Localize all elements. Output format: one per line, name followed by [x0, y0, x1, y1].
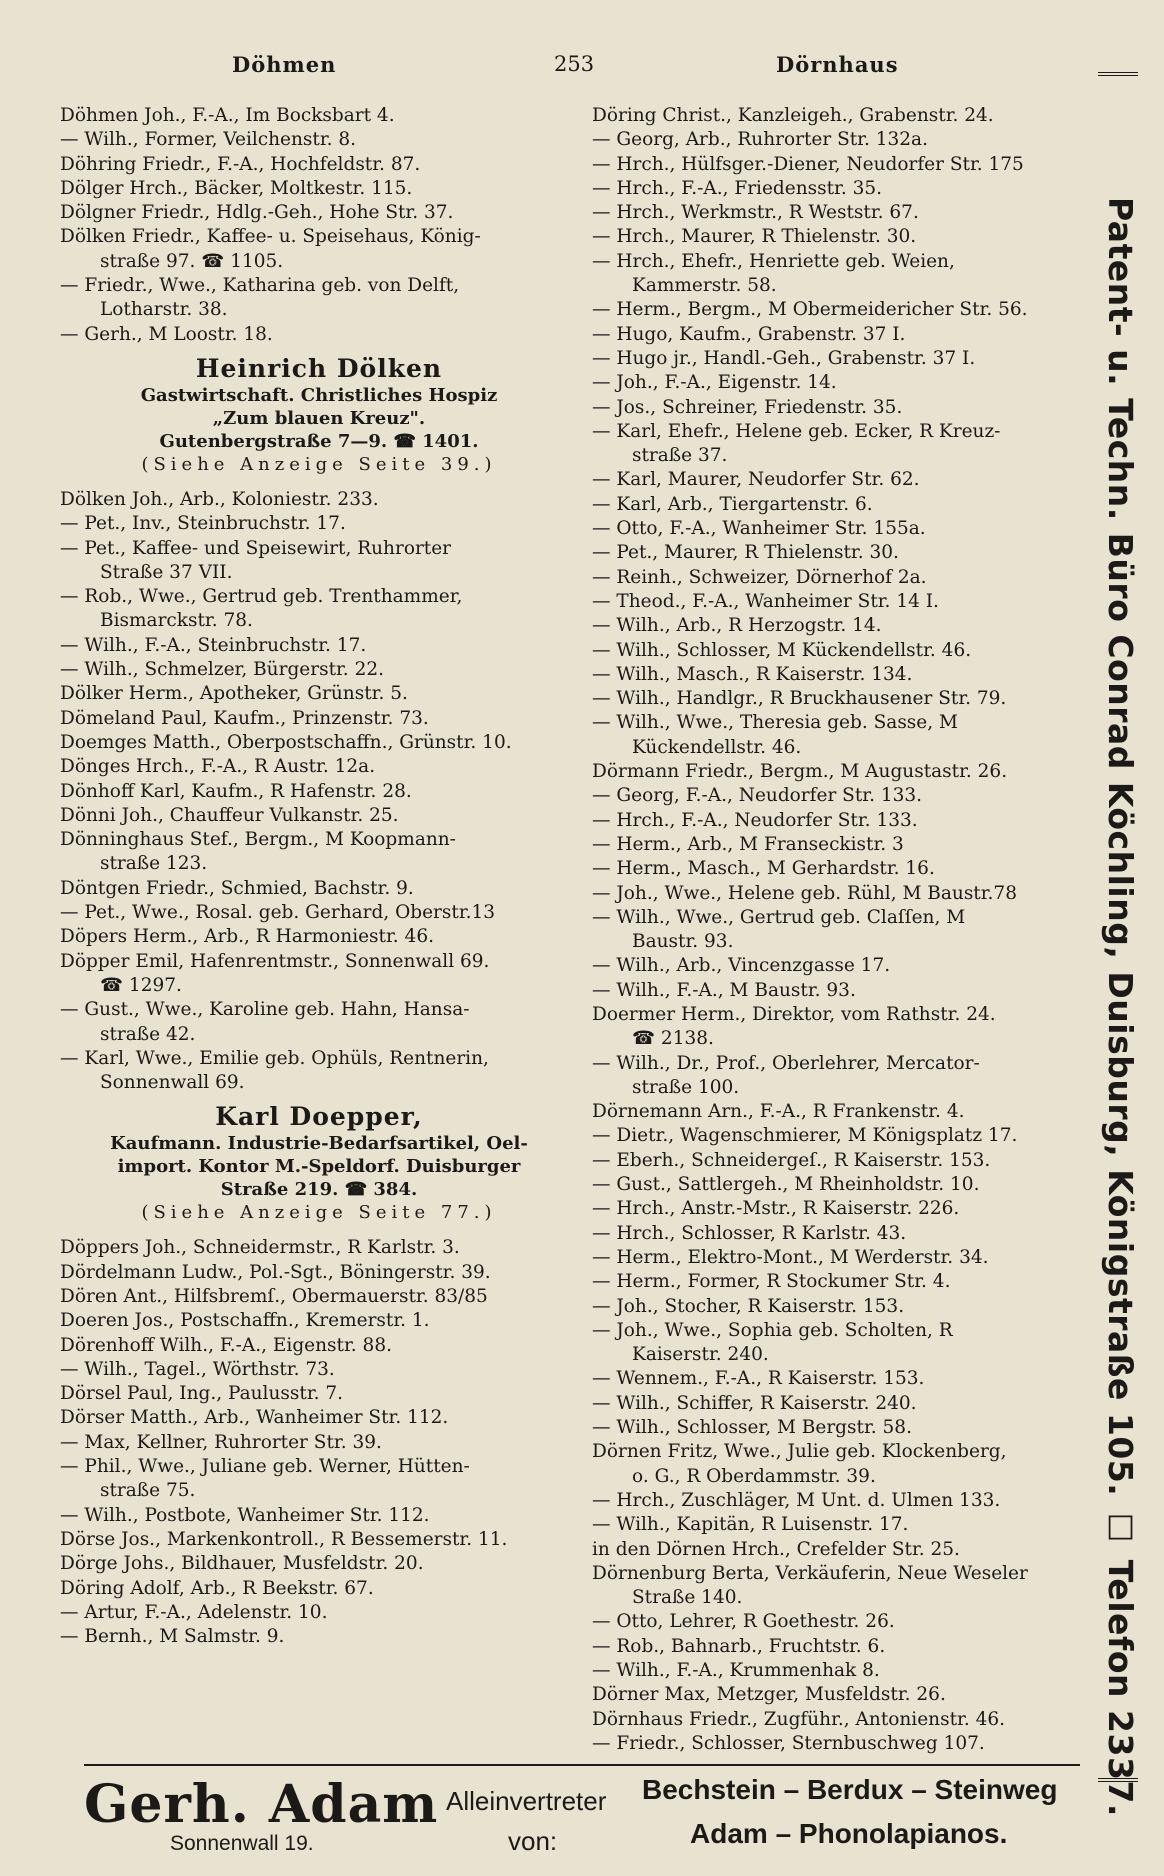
directory-entry: ☎ 2138. [632, 1028, 714, 1050]
directory-entry: — Wilh., Masch., R Kaiserstr. 134. [592, 663, 913, 685]
directory-entry: Lotharstr. 38. [100, 299, 228, 321]
advert-doelken-line1: Gastwirtschaft. Christliches Hospiz [140, 384, 498, 406]
directory-entry: — Pet., Wwe., Rosal. geb. Gerhard, Oberstr.13 [60, 902, 496, 924]
directory-entry: — Jos., Schreiner, Friedenstr. 35. [592, 396, 903, 418]
directory-entry: Straße 37 VII. [100, 561, 233, 583]
directory-entry: Straße 140. [632, 1587, 743, 1609]
directory-entry: — Pet., Maurer, R Thielenstr. 30. [592, 542, 899, 564]
directory-entry: — Artur, F.-A., Adelenstr. 10. [60, 1601, 328, 1623]
directory-entry: — Pet., Inv., Steinbruchstr. 17. [60, 513, 346, 535]
directory-entry: — Hrch., F.-A., Friedensstr. 35. [592, 177, 883, 199]
directory-entry: — Wennem., F.-A., R Kaiserstr. 153. [592, 1368, 925, 1390]
directory-entry: — Reinh., Schweizer, Dörnerhof 2a. [592, 566, 927, 588]
side-banner-bottom-rule [1098, 1778, 1138, 1782]
directory-entry: — Herm., Arb., M Franseckistr. 3 [592, 833, 904, 855]
directory-entry: Doeren Jos., Postschaffn., Kremerstr. 1. [60, 1310, 430, 1332]
directory-entry: Dölker Herm., Apotheker, Grünstr. 5. [60, 683, 408, 705]
directory-entry: straße 100. [632, 1076, 740, 1098]
footer-piano-brands: Bechstein – Berdux – Steinweg [642, 1774, 1058, 1805]
directory-entry: — Hugo jr., Handl.-Geh., Grabenstr. 37 I. [592, 347, 976, 369]
directory-entry: straße 97. ☎ 1105. [100, 250, 284, 272]
directory-entry: — Joh., Stocher, R Kaiserstr. 153. [592, 1295, 905, 1317]
directory-entry: — Georg, F.-A., Neudorfer Str. 133. [592, 785, 923, 807]
left-entries-group-1 [60, 104, 578, 347]
directory-entry: Dörsel Paul, Ing., Paulusstr. 7. [60, 1383, 344, 1405]
footer-agent-label: Alleinvertreter [446, 1786, 607, 1816]
directory-entry: — Hrch., Ehefr., Henriette geb. Weien, [592, 250, 955, 272]
directory-entry: — Otto, F.-A., Wanheimer Str. 155a. [592, 518, 926, 540]
directory-entry: Sonnenwall 69. [100, 1072, 245, 1094]
directory-entry: — Wilh., Schlosser, M Bergstr. 58. [592, 1417, 912, 1439]
header-right-keyword: Dörnhaus [776, 52, 899, 77]
advert-doepper-line3: Straße 219. ☎ 384. [220, 1179, 418, 1201]
directory-entry: — Gust., Sattlergeh., M Rheinholdstr. 10. [592, 1174, 980, 1196]
directory-entry: Dördelmann Ludw., Pol.-Sgt., Böningerstr. 39. [60, 1261, 491, 1283]
directory-entry: Dömeland Paul, Kaufm., Prinzenstr. 73. [60, 707, 429, 729]
directory-entry: — Friedr., Wwe., Katharina geb. von Delft, [60, 275, 460, 297]
footer-address: Sonnenwall 19. [170, 1832, 314, 1855]
directory-entry: Dönninghaus Stef., Bergm., M Koopmann- [60, 829, 456, 851]
directory-entry: — Wilh., F.-A., Krummenhak 8. [592, 1660, 880, 1681]
directory-entry: — Hrch., Schlosser, R Karlstr. 43. [592, 1222, 907, 1244]
directory-entry: — Hrch., Zuschläger, M Unt. d. Ulmen 133. [592, 1489, 1001, 1511]
advert-doelken-line3: Gutenbergstraße 7—9. ☎ 1401. [159, 430, 479, 452]
directory-entry: straße 37. [632, 445, 728, 467]
directory-entry: — Hugo, Kaufm., Grabenstr. 37 I. [592, 323, 906, 345]
directory-entry: — Wilh., Schmelzer, Bürgerstr. 22. [60, 659, 384, 681]
directory-entry: — Hrch., Werkmstr., R Weststr. 67. [592, 202, 919, 224]
directory-entry: straße 123. [100, 853, 208, 875]
advert-doepper-reference: (Siehe Anzeige Seite 77.) [141, 1202, 497, 1224]
header-left-keyword: Döhmen [232, 52, 337, 77]
directory-entry: — Rob., Bahnarb., Fruchtstr. 6. [592, 1635, 886, 1657]
directory-entry: — Theod., F.-A., Wanheimer Str. 14 I. [592, 590, 939, 612]
directory-entry: — Wilh., F.-A., M Baustr. 93. [592, 979, 856, 1001]
directory-entry: straße 42. [100, 1023, 196, 1045]
right-column [592, 104, 1092, 1756]
directory-entry: Dörnemann Arn., F.-A., R Frankenstr. 4. [592, 1101, 965, 1123]
directory-entry: — Wilh., Kapitän, R Luisenstr. 17. [592, 1514, 909, 1536]
left-entries-group-3 [60, 1236, 578, 1649]
directory-entry: — Wilh., Arb., Vincenzgasse 17. [592, 955, 891, 977]
directory-entry: Dörse Jos., Markenkontroll., R Bessemerstr. 11. [60, 1528, 508, 1550]
directory-entry: — Bernh., M Salmstr. 9. [60, 1626, 285, 1648]
directory-entry: Döring Adolf, Arb., R Beekstr. 67. [60, 1577, 374, 1599]
directory-entry: straße 75. [100, 1480, 196, 1502]
footer-brand-name: Gerh. Adam [84, 1774, 439, 1835]
directory-entry: — Herm., Elektro-Mont., M Werderstr. 34. [592, 1246, 989, 1268]
directory-entry: Dönges Hrch., F.-A., R Austr. 12a. [60, 756, 376, 778]
directory-entry: Dörnen Fritz, Wwe., Julie geb. Klockenberg, [592, 1441, 1007, 1463]
page-number: 253 [554, 52, 595, 76]
directory-entry: — Wilh., Tagel., Wörthstr. 73. [60, 1358, 335, 1380]
directory-entry: — Rob., Wwe., Gertrud geb. Trenthammer, [60, 586, 463, 608]
directory-entry: o. G., R Oberdammstr. 39. [632, 1465, 876, 1487]
directory-entry: — Herm., Former, R Stockumer Str. 4. [592, 1271, 951, 1293]
directory-entry: Dörnhaus Friedr., Zugführ., Antonienstr. 46. [592, 1708, 1006, 1730]
directory-entry: — Wilh., Wwe., Theresia geb. Sasse, M [592, 712, 958, 734]
directory-entry: Döpers Herm., Arb., R Harmoniestr. 46. [60, 926, 434, 948]
directory-entry: — Pet., Kaffee- und Speisewirt, Ruhrorter [60, 537, 452, 559]
advert-doepper-line1: Kaufmann. Industrie-Bedarfsartikel, Oel- [110, 1133, 528, 1155]
footer-von-label: von: [508, 1826, 558, 1856]
directory-entry: Dölken Friedr., Kaffee- u. Speisehaus, König- [60, 226, 481, 248]
directory-entry: — Karl, Wwe., Emilie geb. Ophüls, Rentnerin, [60, 1047, 489, 1069]
directory-entry: Doermer Herm., Direktor, vom Rathstr. 24. [592, 1003, 996, 1025]
left-entries-group-2 [60, 488, 578, 1095]
directory-entry: — Wilh., Dr., Prof., Oberlehrer, Mercator- [592, 1052, 980, 1074]
directory-entry: Dörser Matth., Arb., Wanheimer Str. 112. [60, 1407, 449, 1429]
directory-entry: Dölgner Friedr., Hdlg.-Geh., Hohe Str. 37. [60, 202, 454, 224]
directory-entry: — Phil., Wwe., Juliane geb. Werner, Hütten- [60, 1456, 470, 1478]
directory-entry: — Wilh., F.-A., Steinbruchstr. 17. [60, 634, 367, 656]
directory-entry: — Max, Kellner, Ruhrorter Str. 39. [60, 1431, 382, 1453]
advert-doepper-line2: import. Kontor M.-Speldorf. Duisburger [117, 1156, 521, 1178]
left-column [60, 104, 578, 1649]
directory-entry: — Wilh., Former, Veilchenstr. 8. [60, 129, 357, 151]
directory-entry: — Friedr., Schlosser, Sternbuschweg 107. [592, 1732, 985, 1754]
directory-entry: — Herm., Bergm., M Obermeidericher Str. 56. [592, 299, 1028, 321]
directory-entry: Döring Christ., Kanzleigeh., Grabenstr. 24. [592, 105, 994, 126]
directory-entry: — Joh., F.-A., Eigenstr. 14. [592, 372, 837, 394]
directory-entry: — Hrch., Hülfsger.-Diener, Neudorfer Str. 175 [592, 153, 1024, 175]
directory-entry: — Hrch., Maurer, R Thielenstr. 30. [592, 226, 917, 248]
directory-entry: Bismarckstr. 78. [100, 610, 253, 632]
directory-entry: — Wilh., Schlosser, M Kückendellstr. 46. [592, 639, 972, 661]
directory-entry: Dönni Joh., Chauffeur Vulkanstr. 25. [60, 804, 399, 826]
directory-entry: — Georg, Arb., Ruhrorter Str. 132a. [592, 129, 928, 151]
directory-entry: Kammerstr. 58. [632, 275, 777, 297]
directory-entry: Dörenhoff Wilh., F.-A., Eigenstr. 88. [60, 1334, 392, 1356]
directory-entry: Dören Ant., Hilfsbremſ., Obermauerstr. 83/85 [60, 1285, 488, 1307]
directory-entry: — Joh., Wwe., Helene geb. Rühl, M Baustr.78 [592, 882, 1017, 904]
directory-entry: Döntgen Friedr., Schmied, Bachstr. 9. [60, 877, 414, 899]
advert-doelken [60, 353, 578, 476]
directory-entry: — Hrch., Anstr.-Mstr., R Kaiserstr. 226. [592, 1198, 960, 1220]
directory-entry: Doemges Matth., Oberpostschaffn., Grünstr. 10. [60, 731, 512, 753]
directory-entry: — Gust., Wwe., Karoline geb. Hahn, Hansa- [60, 999, 470, 1021]
advert-doelken-reference: (Siehe Anzeige Seite 39.) [141, 453, 497, 475]
directory-entry: Dönhoff Karl, Kaufm., R Hafenstr. 28. [60, 780, 412, 802]
directory-entry: Döhmen Joh., F.-A., Im Bocksbart 4. [60, 105, 395, 126]
directory-entry: ☎ 1297. [100, 974, 182, 996]
directory-entry: — Otto, Lehrer, R Goethestr. 26. [592, 1611, 895, 1633]
advert-doepper [60, 1102, 578, 1224]
directory-entry: Dörnenburg Berta, Verkäuferin, Neue Weseler [592, 1562, 1028, 1584]
advert-doepper-name: Karl Doepper, [215, 1102, 423, 1132]
directory-entry: Dörner Max, Metzger, Musfeldstr. 26. [592, 1684, 946, 1706]
directory-entry: — Joh., Wwe., Sophia geb. Scholten, R [592, 1319, 953, 1341]
directory-entry: Kückendellstr. 46. [632, 736, 802, 758]
directory-entry: Dörge Johs., Bildhauer, Musfeldstr. 20. [60, 1553, 424, 1575]
right-entries [592, 104, 1092, 1756]
directory-entry: Dölken Joh., Arb., Koloniestr. 233. [60, 488, 379, 510]
directory-entry: — Wilh., Arb., R Herzogstr. 14. [592, 615, 882, 637]
directory-entry: — Karl, Arb., Tiergartenstr. 6. [592, 493, 873, 515]
footer-product: Adam – Phonolapianos. [690, 1818, 1008, 1849]
footer-divider [84, 1764, 1080, 1766]
directory-entry: in den Dörnen Hrch., Crefelder Str. 25. [592, 1538, 960, 1560]
directory-entry: Baustr. 93. [632, 931, 734, 953]
directory-entry: — Dietr., Wagenschmierer, M Königsplatz 17. [592, 1125, 1018, 1147]
directory-entry: — Wilh., Postbote, Wanheimer Str. 112. [60, 1504, 430, 1526]
directory-entry: — Herm., Masch., M Gerhardstr. 16. [592, 858, 935, 880]
directory-entry: — Gerh., M Loostr. 18. [60, 323, 273, 345]
directory-entry: Döpper Emil, Hafenrentmstr., Sonnenwall 69. [60, 950, 490, 972]
side-banner-text: Patent- u. Techn. Büro Conrad Köchling, Duisburg, Königstraße 105. ☐ Telefon 2337. [1101, 197, 1140, 1817]
directory-entry: Döhring Friedr., F.-A., Hochfeldstr. 87. [60, 153, 421, 175]
directory-entry: Kaiserstr. 240. [632, 1344, 769, 1366]
directory-entry: Dörmann Friedr., Bergm., M Augustastr. 26. [592, 761, 1008, 783]
directory-entry: — Wilh., Schiffer, R Kaiserstr. 240. [592, 1392, 917, 1414]
directory-entry: — Karl, Ehefr., Helene geb. Ecker, R Kreuz- [592, 420, 1001, 442]
side-advert-banner [1092, 72, 1144, 1817]
directory-entry: — Hrch., F.-A., Neudorfer Str. 133. [592, 809, 918, 831]
directory-entry: — Wilh., Wwe., Gertrud geb. Claſſen, M [592, 906, 966, 928]
directory-entry: Dölger Hrch., Bäcker, Moltkestr. 115. [60, 177, 413, 199]
advert-doelken-line2: „Zum blauen Kreuz". [212, 407, 426, 429]
directory-entry: — Eberh., Schneidergeſ., R Kaiserstr. 153. [592, 1149, 991, 1171]
directory-entry: — Karl, Maurer, Neudorfer Str. 62. [592, 469, 920, 491]
side-banner-top-rule [1098, 72, 1138, 76]
advert-doelken-name: Heinrich Dölken [195, 353, 443, 383]
directory-entry: Döppers Joh., Schneidermstr., R Karlstr. 3. [60, 1237, 460, 1259]
directory-entry: — Wilh., Handlgr., R Bruckhausener Str. 79. [592, 688, 1007, 710]
